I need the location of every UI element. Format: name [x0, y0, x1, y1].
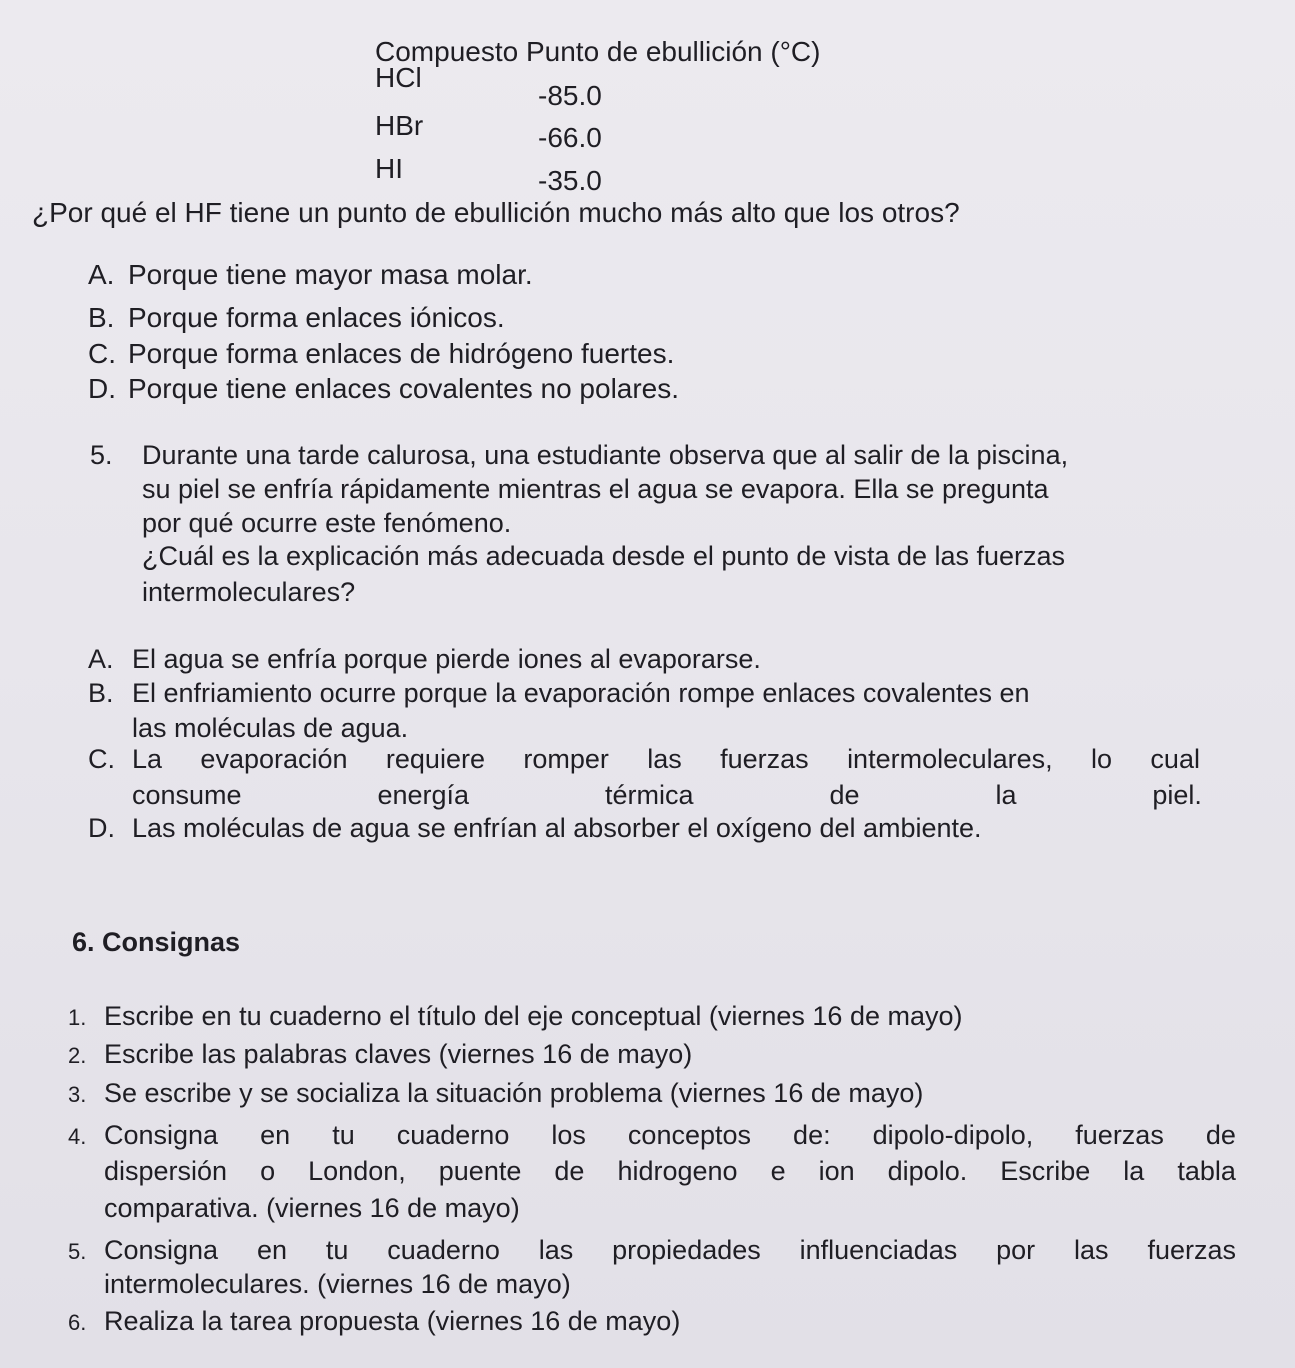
word: la [1123, 1156, 1145, 1186]
question-5-line: ¿Cuál es la explicación más adecuada desde el punto de vista de las fuerzas [142, 541, 1066, 571]
word: ion [818, 1156, 855, 1186]
word: tabla [1177, 1156, 1236, 1186]
option-a [88, 643, 761, 675]
item-number: 2. [68, 1043, 87, 1068]
word: conceptos [627, 1120, 752, 1150]
word: Escribe [1000, 1156, 1091, 1186]
option-letter: D. [88, 373, 116, 404]
item-4-continuation [104, 1155, 1236, 1187]
word: consume [132, 780, 242, 810]
option-text: Porque forma enlaces de hidrógeno fuertes. [128, 338, 675, 369]
word: puente [438, 1156, 522, 1186]
option-c-letter: C. [88, 744, 115, 774]
list-item [68, 1038, 692, 1072]
option-text: Porque forma enlaces iónicos. [128, 302, 505, 333]
word: los [551, 1120, 586, 1150]
item-number-text: 5. [68, 1239, 87, 1264]
item-text: Realiza la tarea propuesta (viernes 16 de mayo) [104, 1306, 681, 1336]
word: de [1205, 1120, 1236, 1150]
table-row-value: -85.0 [538, 80, 602, 111]
option-c-continuation [132, 779, 1202, 811]
option-text: Las moléculas de agua se enfrían al absorber el oxígeno del ambiente. [132, 813, 982, 843]
item-text: Se escribe y se socializa la situación problema (viernes 16 de mayo) [104, 1078, 924, 1108]
option-text: Porque tiene enlaces covalentes no polares. [128, 373, 680, 404]
word: de [829, 780, 860, 810]
word: por [996, 1235, 1036, 1265]
option-letter: A. [88, 644, 114, 674]
word: o [260, 1156, 276, 1186]
list-item [68, 1305, 680, 1339]
table-row-compound: HBr [375, 110, 424, 141]
option-a [88, 259, 533, 291]
item-5-continuation: intermoleculares. (viernes 16 de mayo) [104, 1269, 571, 1299]
list-item [68, 1000, 963, 1034]
word: dipolo. [887, 1156, 968, 1186]
word: propiedades [612, 1235, 761, 1265]
word: en [256, 1235, 287, 1265]
word: tu [325, 1235, 349, 1265]
word: tu [332, 1120, 355, 1150]
item-5-line [104, 1234, 1236, 1266]
word: dipolo-dipolo, [872, 1120, 1034, 1150]
item-number [68, 1119, 104, 1153]
question-5-line: Durante una tarde calurosa, una estudiante observa que al salir de la piscina, [142, 440, 1069, 470]
option-letter: A. [88, 259, 115, 290]
section-6-heading: 6. Consignas [72, 927, 241, 957]
word: las [538, 1235, 574, 1265]
option-d [88, 812, 982, 844]
word: La [132, 744, 163, 774]
option-letter: C. [88, 338, 116, 369]
word: piel. [1152, 780, 1202, 810]
word: Consigna [104, 1235, 219, 1265]
word: fuerzas [720, 744, 809, 774]
word: e [770, 1156, 786, 1186]
option-b-continuation: las moléculas de agua. [132, 713, 409, 743]
item-text: Escribe las palabras claves (viernes 16 de mayo) [104, 1039, 693, 1069]
word: Consigna [104, 1120, 219, 1150]
word: dispersión [104, 1156, 228, 1186]
question-4-text: ¿Por qué el HF tiene un punto de ebullición mucho más alto que los otros? [32, 197, 960, 228]
table-row-value: -35.0 [538, 165, 602, 196]
word: London, [308, 1156, 406, 1186]
word: hidrogeno [617, 1156, 738, 1186]
item-number: 6. [68, 1310, 87, 1335]
question-5-line: intermoleculares? [142, 577, 356, 607]
word: las [647, 744, 682, 774]
option-letter: B. [88, 678, 114, 708]
word: cual [1150, 744, 1200, 774]
word: intermoleculares, [847, 744, 1053, 774]
item-number-text: 4. [68, 1124, 87, 1149]
option-letter: B. [88, 302, 115, 333]
table-row-compound: HI [375, 153, 403, 184]
item-number: 3. [68, 1082, 87, 1107]
word: cuaderno [387, 1235, 500, 1265]
item-4-line [104, 1119, 1236, 1151]
word: requiere [385, 744, 485, 774]
word: fuerzas [1147, 1235, 1236, 1265]
list-item [68, 1077, 923, 1111]
option-c-line [132, 743, 1200, 775]
word: las [1074, 1235, 1109, 1265]
word: romper [523, 744, 609, 774]
table-row-value: -66.0 [538, 122, 602, 153]
word: fuerzas [1075, 1120, 1164, 1150]
option-b [88, 302, 505, 334]
word: la [995, 780, 1017, 810]
table-header: Compuesto Punto de ebullición (°C) [375, 36, 821, 67]
word: energía [377, 780, 470, 810]
option-c [88, 338, 674, 370]
word: lo [1091, 744, 1113, 774]
option-text: Porque tiene mayor masa molar. [128, 259, 533, 290]
question-5-line: su piel se enfría rápidamente mientras el agua se evapora. Ella se pregunta [142, 474, 1049, 504]
option-text: El agua se enfría porque pierde iones al evaporarse. [132, 644, 761, 674]
word: en [260, 1120, 291, 1150]
question-5-number: 5. [90, 440, 113, 470]
word: de: [793, 1120, 831, 1150]
option-b [88, 677, 1030, 709]
word: evaporación [200, 744, 348, 774]
option-letter: D. [88, 813, 115, 843]
question-5-line: por qué ocurre este fenómeno. [142, 508, 512, 538]
word: cuaderno [396, 1120, 510, 1150]
item-text: Escribe en tu cuaderno el título del eje conceptual (viernes 16 de mayo) [104, 1001, 963, 1031]
item-4-continuation-2: comparativa. (viernes 16 de mayo) [104, 1193, 520, 1223]
word: térmica [605, 780, 694, 810]
item-number: 1. [68, 1005, 87, 1030]
item-number [68, 1234, 104, 1268]
table-row-compound: HCl [375, 62, 422, 93]
option-text: El enfriamiento ocurre porque la evaporación rompe enlaces covalentes en [132, 678, 1030, 708]
option-d [88, 373, 679, 405]
word: influenciadas [799, 1235, 958, 1265]
word: de [554, 1156, 585, 1186]
